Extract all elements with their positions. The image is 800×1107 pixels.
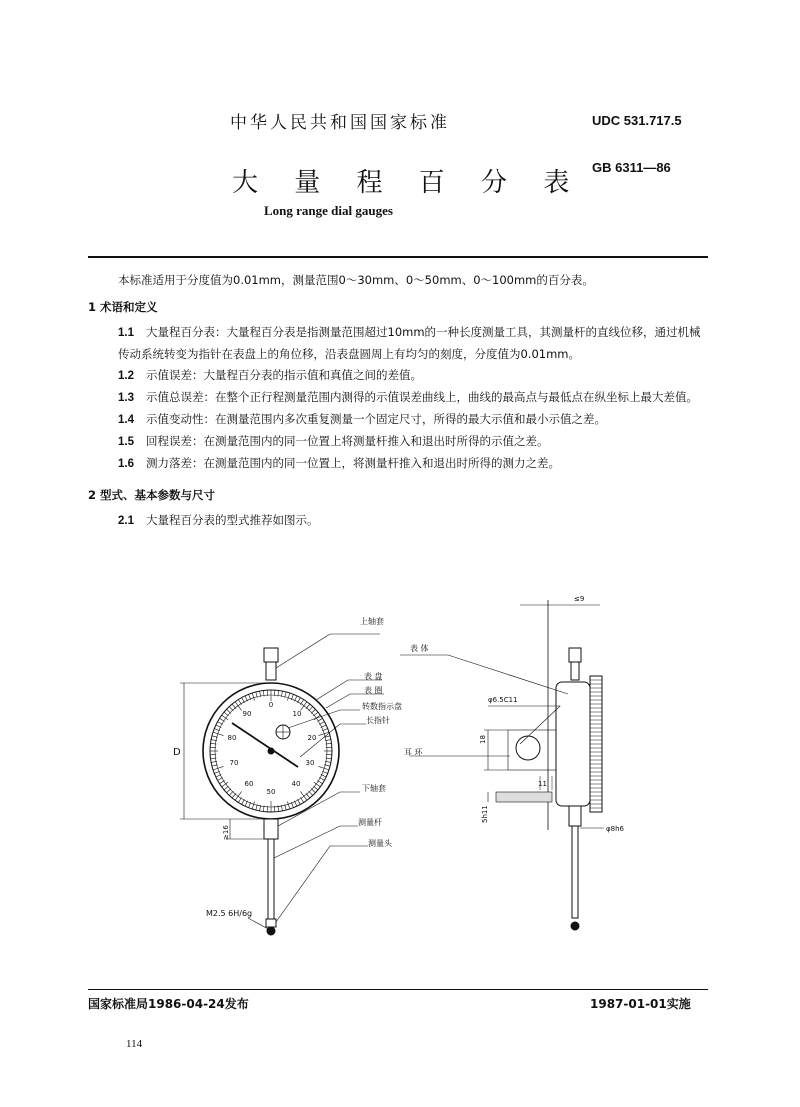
- dim-11: 11: [538, 780, 547, 788]
- lower-sleeve-shape: [264, 819, 278, 839]
- dial-tick: [227, 709, 231, 713]
- dial-tick: [317, 780, 322, 783]
- dial-num-0: 0: [268, 701, 274, 709]
- dial-num-20: 20: [307, 734, 317, 742]
- udc-number: UDC 531.717.5: [592, 113, 682, 128]
- dial-num-40: 40: [291, 780, 301, 788]
- dial-tick: [229, 707, 233, 711]
- intro-paragraph: 本标准适用于分度值为0.01mm，测量范围0～30mm、0～50mm、0～100mm的百分表。: [118, 273, 594, 287]
- dial-tick: [242, 799, 245, 804]
- dim-18: 18: [479, 735, 487, 744]
- dial-tick: [252, 801, 254, 809]
- dial-tick: [297, 698, 300, 703]
- dim-d: D: [173, 747, 181, 758]
- gb-number: GB 6311—86: [592, 160, 671, 175]
- contact-tip: [267, 927, 275, 935]
- dial-num-60: 60: [244, 780, 254, 788]
- dial-tick: [232, 704, 236, 709]
- dial-tick: [309, 791, 313, 795]
- dial-tick: [297, 799, 300, 804]
- dial-num-90: 90: [242, 710, 252, 718]
- clause-1-4: 1.4 示值变动性：在测量范围内多次重复测量一个固定尺寸，所得的最大示值和最小示值之差。: [118, 412, 606, 426]
- dial-tick: [311, 789, 315, 793]
- dial-tick: [238, 797, 241, 802]
- contact-shape: [266, 919, 276, 927]
- dial-tick: [238, 699, 241, 704]
- clause-1-1: 1.1 大量程百分表：大量程百分表是指测量范围超过10mm的一种长度测量工具，其测量杆的直线位移，通过机械传动系统转变为指针在表盘上的角位移，沿表盘圆周上有均匀的刻度，分度值为0.01mm。: [118, 325, 701, 361]
- label-bezel: 表 圈: [364, 686, 383, 695]
- effective-date: 1987-01-01实施: [590, 997, 691, 1011]
- dim-16: ≥16: [222, 825, 230, 840]
- dial-num-80: 80: [227, 734, 237, 742]
- top-cap: [264, 648, 278, 662]
- dial-num-70: 70: [229, 759, 239, 767]
- clause-1-6: 1.6 测力落差：在测量范围内的同一位置上，将测量杆推入和退出时所得的测力之差。: [118, 456, 560, 470]
- dial-num-30: 30: [305, 759, 315, 767]
- dial-tick: [224, 712, 229, 716]
- pointer-hub: [268, 748, 274, 754]
- dial-num-50: 50: [266, 788, 276, 796]
- label-long-pointer: 长指针: [366, 716, 390, 725]
- dial-tick: [309, 707, 313, 711]
- clause-1-3: 1.3 示值总误差：在整个正行程测量范围内测得的示值误差曲线上，曲线的最高点与最低点在纵坐标上最大差值。: [118, 390, 698, 404]
- dial-tick: [287, 693, 289, 701]
- clause-2-1: 2.1 大量程百分表的型式推荐如图示。: [118, 513, 319, 527]
- dial-tick: [300, 699, 303, 704]
- dial-tick: [319, 777, 324, 780]
- dial-tick: [313, 786, 318, 790]
- dial-tick: [224, 786, 229, 790]
- english-title: Long range dial gauges: [264, 203, 393, 218]
- section-2-heading: 2 型式、基本参数与尺寸: [88, 488, 216, 502]
- dim-hole: φ6.5C11: [488, 696, 518, 704]
- upper-sleeve-shape: [266, 662, 276, 680]
- front-view: [180, 634, 384, 935]
- label-lower-sleeve: 下轴套: [362, 784, 386, 793]
- issue-date: 国家标准局1986-04-24发布: [88, 997, 249, 1011]
- label-thread: M2.5 6H/6g: [206, 909, 253, 918]
- side-view: [400, 600, 604, 930]
- dial-tick: [319, 722, 324, 725]
- standard-org: 中华人民共和国国家标准: [230, 113, 450, 133]
- section-1-heading: 1 术语和定义: [88, 300, 158, 314]
- spindle-shape: [268, 839, 274, 919]
- label-spindle: 测量杆: [358, 818, 382, 827]
- dial-tick: [287, 801, 289, 809]
- dial-tick: [300, 797, 303, 802]
- clause-1-2: 1.2 示值误差：大量程百分表的指示值和真值之间的差值。: [118, 368, 422, 382]
- dim-8h6: φ8h6: [606, 825, 624, 833]
- dial-tick: [317, 718, 322, 721]
- page-title: 大 量 程 百 分 表: [232, 168, 584, 198]
- dial-tick: [218, 777, 223, 780]
- label-rev-counter: 转数指示盘: [362, 702, 402, 711]
- body-side: [556, 682, 590, 806]
- label-dial: 表 盘: [364, 672, 383, 681]
- dial-tick: [219, 718, 224, 721]
- dial-tick: [252, 693, 254, 701]
- dial-tick: [219, 780, 224, 783]
- dial-tick: [227, 789, 231, 793]
- dial-tick: [306, 793, 310, 798]
- label-contact: 测量头: [368, 839, 392, 848]
- dial-tick: [229, 791, 233, 795]
- dial-tick: [313, 712, 318, 716]
- dim-9: ≤9: [574, 595, 585, 603]
- label-lug: 耳 环: [404, 748, 423, 757]
- page-number: 114: [126, 1038, 143, 1050]
- dial-tick: [242, 698, 245, 703]
- dim-5h11: 5h11: [481, 805, 489, 823]
- dial-num-10: 10: [292, 710, 302, 718]
- dial-tick: [232, 793, 236, 798]
- clause-1-5: 1.5 回程误差：在测量范围内的同一位置上将测量杆推入和退出时所得的示值之差。: [118, 434, 549, 448]
- dial-tick: [306, 704, 310, 709]
- label-body: 表 体: [410, 644, 429, 653]
- dial-tick: [311, 709, 315, 713]
- footer-rule: [88, 989, 708, 990]
- long-pointer: [229, 723, 298, 767]
- dial-tick: [218, 722, 223, 725]
- lug-hole: [516, 736, 540, 760]
- label-upper-sleeve: 上轴套: [360, 617, 384, 626]
